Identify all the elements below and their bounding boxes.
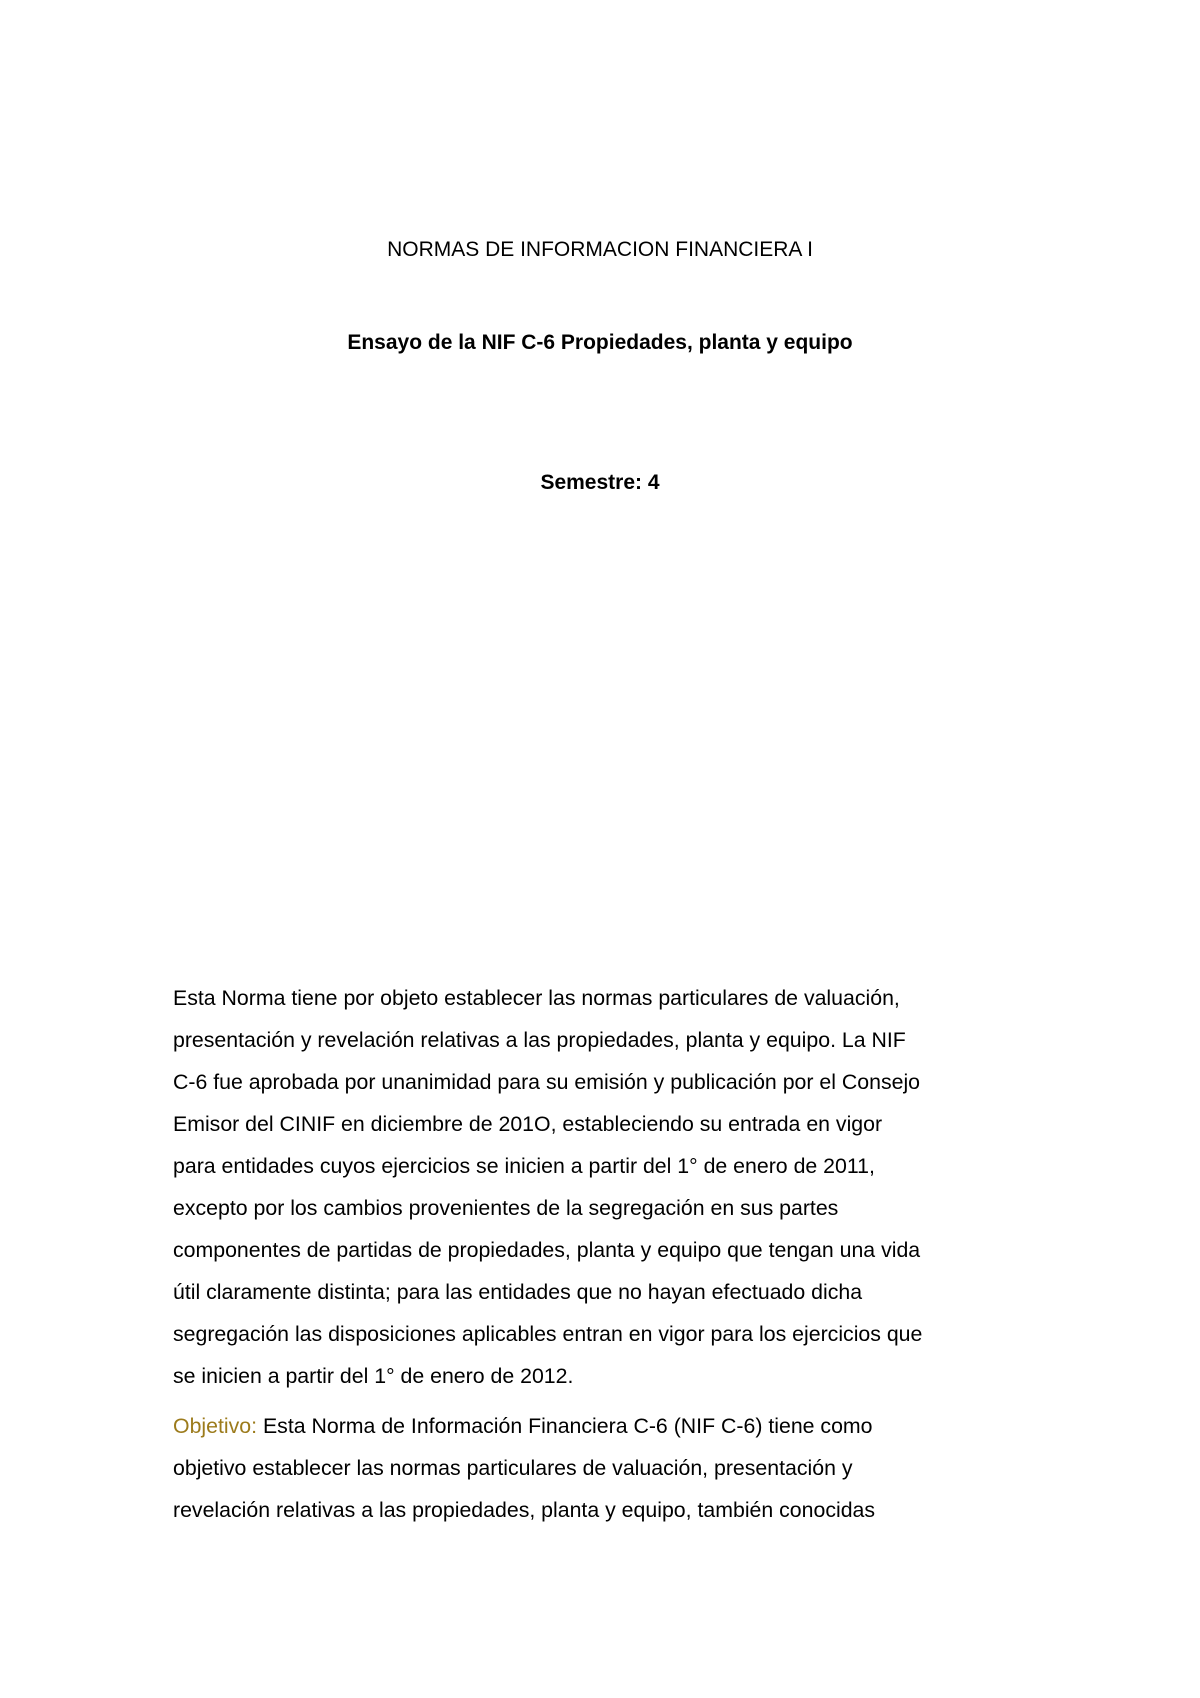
objective-label: Objetivo: bbox=[173, 1414, 258, 1438]
paragraph-line bbox=[173, 1405, 1043, 1447]
paragraph-line: segregación las disposiciones aplicables entran en vigor para los ejercicios que bbox=[173, 1322, 923, 1346]
paragraph-line: objetivo establecer las normas particulares de valuación, presentación y bbox=[173, 1456, 853, 1480]
objective-text-start: Esta Norma de Información Financiera C-6 (NIF C-6) tiene como bbox=[257, 1414, 873, 1438]
paragraph-line: excepto por los cambios provenientes de la segregación en sus partes bbox=[173, 1196, 839, 1220]
paragraph-line: para entidades cuyos ejercicios se inicien a partir del 1° de enero de 2011, bbox=[173, 1154, 875, 1178]
paragraph-line: Emisor del CINIF en diciembre de 201O, estableciendo su entrada en vigor bbox=[173, 1112, 883, 1136]
paragraph-line: presentación y revelación relativas a las propiedades, planta y equipo. La NIF bbox=[173, 1028, 906, 1052]
document-subtitle: Ensayo de la NIF C-6 Propiedades, planta y equipo bbox=[347, 331, 853, 354]
objective-paragraph bbox=[173, 1405, 1043, 1531]
paragraph-line: útil claramente distinta; para las entidades que no hayan efectuado dicha bbox=[173, 1280, 863, 1304]
intro-paragraph bbox=[173, 977, 1043, 1397]
paragraph-line: se inicien a partir del 1° de enero de 2012. bbox=[173, 1364, 574, 1388]
paragraph-line: componentes de partidas de propiedades, planta y equipo que tengan una vida bbox=[173, 1238, 921, 1262]
paragraph-line: Esta Norma tiene por objeto establecer las normas particulares de valuación, bbox=[173, 986, 900, 1010]
semester-label: Semestre: 4 bbox=[540, 471, 660, 494]
document-title: NORMAS DE INFORMACION FINANCIERA I bbox=[387, 238, 813, 261]
paragraph-line: C-6 fue aprobada por unanimidad para su emisión y publicación por el Consejo bbox=[173, 1070, 921, 1094]
paragraph-line: revelación relativas a las propiedades, planta y equipo, también conocidas bbox=[173, 1498, 876, 1522]
